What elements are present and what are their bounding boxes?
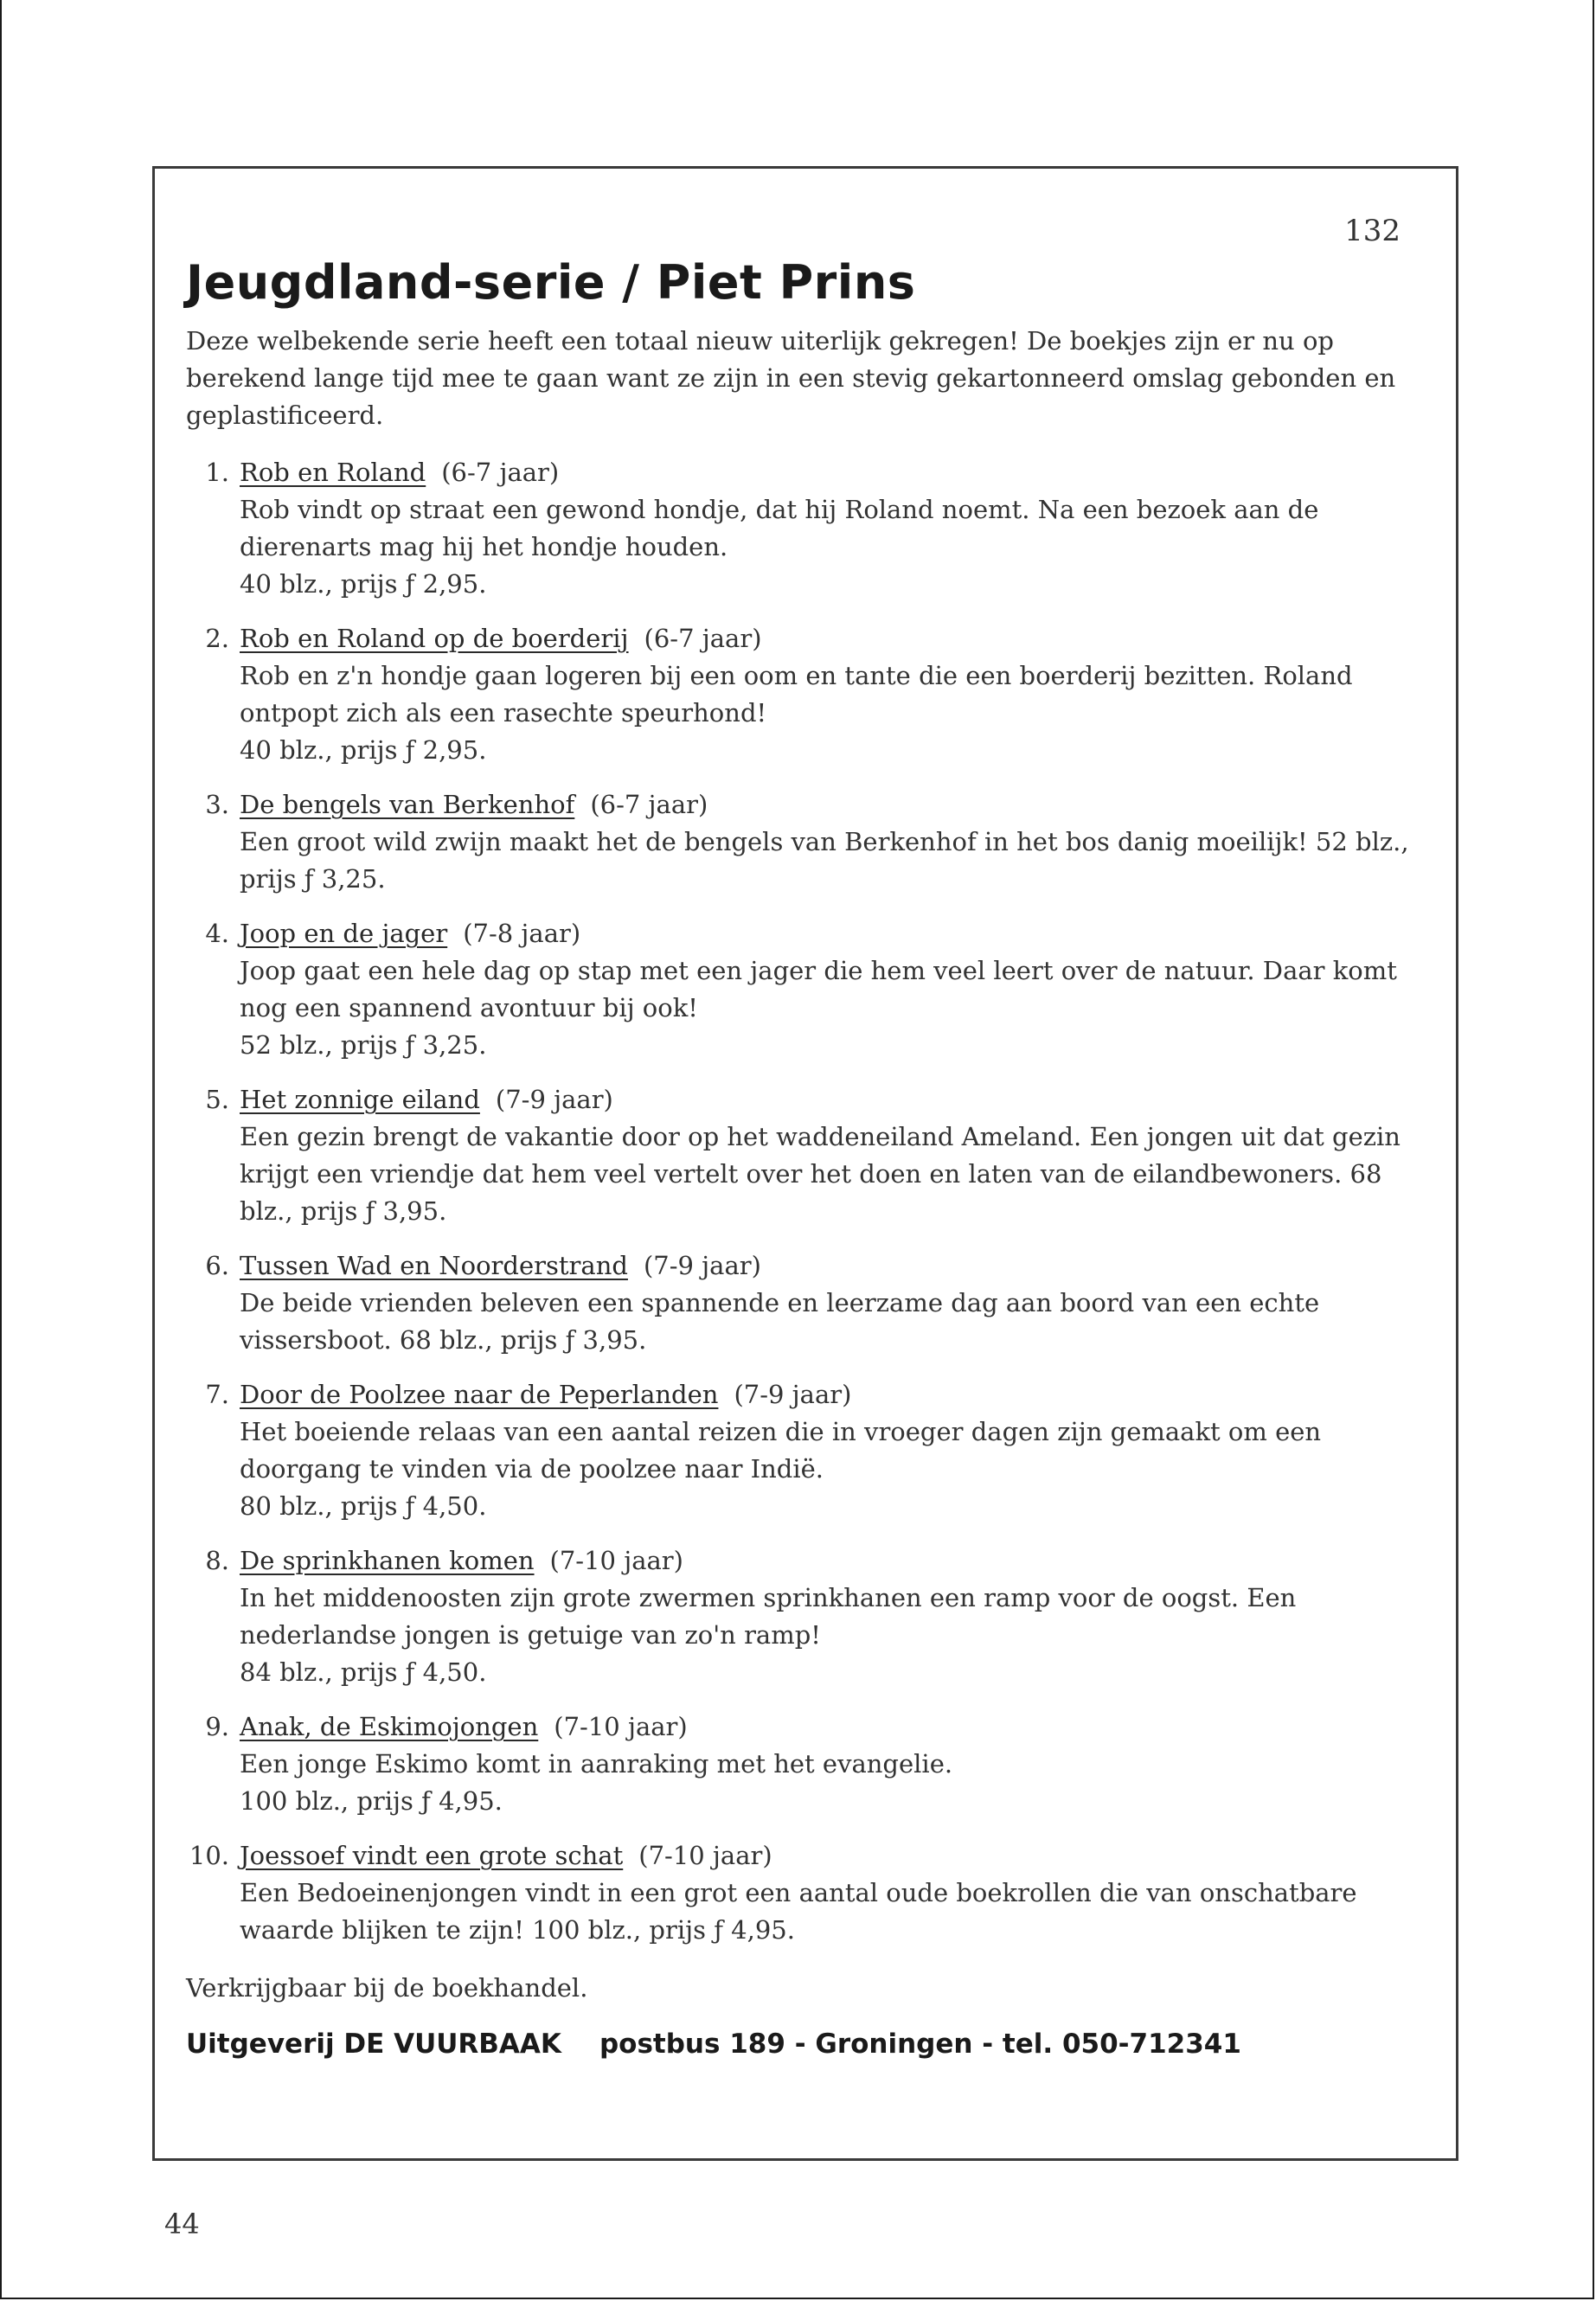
book-item <box>186 1081 1432 1230</box>
publisher-line <box>186 2029 1241 2060</box>
book-age: (6-7 jaar) <box>441 458 560 487</box>
book-number: 10. <box>189 1841 229 1870</box>
book-description: Rob vindt op straat een gewond hondje, dat hij Roland noemt. Na een bezoek aan de dierenarts mag hij het hondje houden. <box>240 495 1319 561</box>
book-description: De beide vrienden beleven een spannende en leerzame dag aan boord van een echte vissersboot. 68 blz., prijs ƒ 3,95. <box>240 1288 1320 1355</box>
book-description: Een groot wild zwijn maakt het de bengels van Berkenhof in het bos danig moeilijk! 52 blz., prijs ƒ 3,25. <box>240 827 1409 894</box>
book-title: Joessoef vindt een grote schat <box>240 1841 624 1870</box>
book-price: 84 blz., prijs ƒ 4,50. <box>240 1657 487 1687</box>
book-price: 80 blz., prijs ƒ 4,50. <box>240 1491 487 1521</box>
publisher-name: Uitgeverij DE VUURBAAK <box>186 2029 561 2060</box>
book-number: 2. <box>205 624 229 653</box>
book-number: 4. <box>205 919 229 948</box>
book-item <box>186 454 1432 603</box>
book-number: 9. <box>205 1712 229 1741</box>
book-price: 52 blz., prijs ƒ 3,25. <box>240 1030 487 1060</box>
book-item <box>186 1708 1432 1820</box>
book-number: 7. <box>205 1380 229 1409</box>
book-title: Rob en Roland <box>240 458 426 487</box>
book-age: (6-7 jaar) <box>590 790 708 819</box>
book-title: Door de Poolzee naar de Peperlanden <box>240 1380 719 1409</box>
advertisement-box <box>152 166 1458 2161</box>
book-description: Joop gaat een hele dag op stap met een jager die hem veel leert over de natuur. Daar komt nog een spannend avontuur bij ook! <box>240 956 1397 1022</box>
book-description: Rob en z'n hondje gaan logeren bij een oom en tante die een boerderij bezitten. Roland ontpopt zich als een rasechte speurhond! <box>240 661 1353 727</box>
book-item <box>186 620 1432 769</box>
book-item <box>186 915 1432 1064</box>
book-price: 40 blz., prijs ƒ 2,95. <box>240 569 487 599</box>
book-title: Joop en de jager <box>240 919 448 948</box>
book-age: (7-10 jaar) <box>549 1546 683 1575</box>
book-title: Anak, de Eskimojongen <box>240 1712 539 1741</box>
book-age: (7-10 jaar) <box>554 1712 688 1741</box>
book-title: Rob en Roland op de boerderij <box>240 624 629 653</box>
book-description: In het middenoosten zijn grote zwermen sprinkhanen een ramp voor de oogst. Een nederlandse jongen is getuige van zo'n ramp! <box>240 1583 1297 1650</box>
book-description: Het boeiende relaas van een aantal reizen die in vroeger dagen zijn gemaakt om een doorgang te vinden via de poolzee naar Indië. <box>240 1417 1322 1484</box>
book-age: (7-8 jaar) <box>463 919 581 948</box>
book-item <box>186 1837 1432 1949</box>
book-number: 6. <box>205 1251 229 1280</box>
advertisement-number: 132 <box>1344 214 1401 248</box>
book-description: Een Bedoeinenjongen vindt in een grot een aantal oude boekrollen die van onschatbare waarde blijken te zijn! 100 blz., prijs ƒ 4,95. <box>240 1878 1357 1945</box>
page-number: 44 <box>164 2208 200 2240</box>
book-title: De sprinkhanen komen <box>240 1546 535 1575</box>
book-item <box>186 1376 1432 1525</box>
book-number: 5. <box>205 1085 229 1114</box>
book-title: Tussen Wad en Noorderstrand <box>240 1251 628 1280</box>
book-age: (7-10 jaar) <box>638 1841 772 1870</box>
book-title: De bengels van Berkenhof <box>240 790 575 819</box>
book-price: 100 blz., prijs ƒ 4,95. <box>240 1786 503 1816</box>
book-item <box>186 1247 1432 1359</box>
book-title: Het zonnige eiland <box>240 1085 480 1114</box>
book-age: (6-7 jaar) <box>644 624 762 653</box>
book-number: 1. <box>205 458 229 487</box>
ad-title: Jeugdland-serie / Piet Prins <box>186 255 916 310</box>
book-description: Een jonge Eskimo komt in aanraking met het evangelie. <box>240 1749 953 1779</box>
publisher-contact: postbus 189 - Groningen - tel. 050-712341 <box>599 2029 1241 2060</box>
book-age: (7-9 jaar) <box>495 1085 613 1114</box>
book-description: Een gezin brengt de vakantie door op het waddeneiland Ameland. Een jongen uit dat gezin krijgt een vriendje dat hem veel vertelt over het doen en laten van de eilandbewoners. 68 blz., prijs ƒ 3,95. <box>240 1122 1401 1226</box>
book-age: (7-9 jaar) <box>734 1380 852 1409</box>
book-number: 3. <box>205 790 229 819</box>
book-item <box>186 1542 1432 1691</box>
intro-paragraph: Deze welbekende serie heeft een totaal nieuw uiterlijk gekregen! De boekjes zijn er nu op berekend lange tijd mee te gaan want ze zijn in een stevig gekartonneerd omslag gebonden en geplastificeerd. <box>186 326 1396 430</box>
book-price: 40 blz., prijs ƒ 2,95. <box>240 735 487 765</box>
book-number: 8. <box>205 1546 229 1575</box>
book-item <box>186 786 1432 898</box>
book-list <box>186 454 1432 1966</box>
book-age: (7-9 jaar) <box>643 1251 761 1280</box>
availability-note: Verkrijgbaar bij de boekhandel. <box>186 1973 588 2003</box>
